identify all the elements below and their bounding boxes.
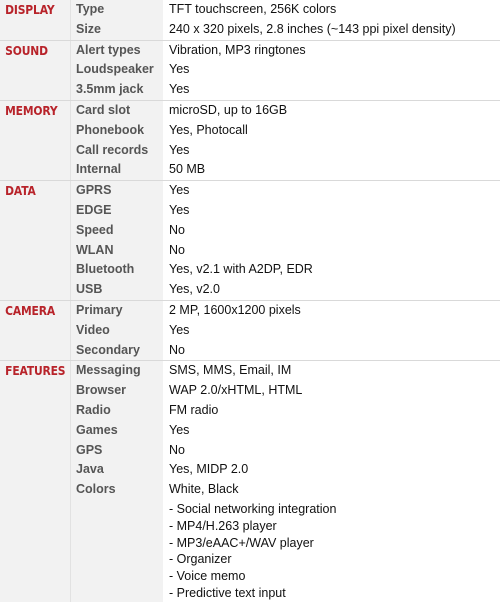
category-cell	[0, 0, 71, 40]
feature-note: - Organizer	[169, 552, 232, 567]
spec-row	[71, 0, 500, 20]
spec-value: FM radio	[169, 402, 219, 417]
spec-label: Games	[71, 421, 163, 441]
spec-label: Messaging	[71, 361, 163, 381]
feature-note: - MP4/H.263 player	[169, 518, 277, 533]
spec-label: Alert types	[71, 41, 163, 61]
category-label: DATA	[5, 183, 36, 199]
spec-label: EDGE	[71, 201, 163, 221]
spec-label: Type	[71, 0, 163, 20]
spec-value: Yes	[169, 82, 190, 97]
feature-note: - Predictive text input	[169, 585, 286, 600]
spec-row	[71, 101, 500, 121]
feature-notes-row	[71, 500, 500, 602]
spec-row	[71, 241, 500, 261]
spec-label: Size	[71, 20, 163, 40]
spec-value: TFT touchscreen, 256K colors	[169, 2, 337, 16]
spec-row	[71, 121, 500, 141]
spec-label: Java	[71, 460, 163, 480]
spec-row	[71, 361, 500, 381]
spec-row	[71, 321, 500, 341]
section-data	[0, 181, 500, 301]
spec-value: No	[169, 442, 185, 457]
category-label: FEATURES	[5, 363, 66, 379]
spec-label: Radio	[71, 401, 163, 421]
section-features	[0, 361, 500, 601]
spec-label: Phonebook	[71, 121, 163, 141]
category-cell	[0, 301, 71, 360]
spec-row	[71, 141, 500, 161]
spec-row	[71, 480, 500, 500]
section-memory	[0, 101, 500, 181]
category-label: SOUND	[5, 42, 48, 58]
spec-row	[71, 341, 500, 361]
spec-value: Yes	[169, 142, 190, 157]
spec-value: SMS, MMS, Email, IM	[169, 363, 292, 378]
spec-label: Internal	[71, 160, 163, 180]
spec-row	[71, 221, 500, 241]
spec-value: No	[169, 242, 185, 257]
spec-row	[71, 421, 500, 441]
section-sound	[0, 41, 500, 101]
spec-label: GPRS	[71, 181, 163, 201]
spec-value: Vibration, MP3 ringtones	[169, 42, 306, 57]
spec-label: Video	[71, 321, 163, 341]
spec-value: Yes	[169, 322, 190, 337]
spec-row	[71, 401, 500, 421]
category-cell	[0, 101, 71, 180]
spec-label: Speed	[71, 221, 163, 241]
spec-row	[71, 160, 500, 180]
spec-value: Yes, v2.1 with A2DP, EDR	[169, 262, 313, 277]
spec-value: No	[169, 342, 185, 357]
spec-row	[71, 301, 500, 321]
spec-row	[71, 60, 500, 80]
spec-value: No	[169, 222, 185, 237]
spec-value: Yes	[169, 62, 190, 77]
spec-label: Browser	[71, 381, 163, 401]
category-cell	[0, 41, 71, 100]
feature-note: - MP3/eAAC+/WAV player	[169, 535, 314, 550]
spec-label: Call records	[71, 141, 163, 161]
feature-note: - Voice memo	[169, 569, 246, 584]
spec-row	[71, 181, 500, 201]
spec-row	[71, 460, 500, 480]
section-camera	[0, 301, 500, 361]
spec-value: White, Black	[169, 482, 239, 497]
spec-label: GPS	[71, 441, 163, 461]
category-label: MEMORY	[5, 102, 58, 118]
category-label: CAMERA	[5, 302, 55, 318]
feature-notes-label-cell	[71, 500, 163, 602]
spec-row	[71, 201, 500, 221]
category-cell	[0, 181, 71, 300]
spec-value: Yes	[169, 183, 190, 198]
spec-value: Yes, Photocall	[169, 122, 248, 137]
spec-label: Bluetooth	[71, 260, 163, 280]
spec-row	[71, 260, 500, 280]
spec-label: Secondary	[71, 341, 163, 361]
spec-value: 50 MB	[169, 162, 206, 177]
spec-label: WLAN	[71, 241, 163, 261]
spec-value: 240 x 320 pixels, 2.8 inches (~143 ppi pixel density)	[169, 21, 456, 36]
spec-row	[71, 20, 500, 40]
spec-label: Card slot	[71, 101, 163, 121]
spec-row	[71, 441, 500, 461]
spec-value: Yes, MIDP 2.0	[169, 462, 249, 477]
spec-row	[71, 41, 500, 61]
spec-label: 3.5mm jack	[71, 80, 163, 100]
feature-notes-list	[163, 500, 336, 602]
spec-value: WAP 2.0/xHTML, HTML	[169, 383, 303, 398]
spec-label: USB	[71, 280, 163, 300]
spec-value: Yes	[169, 422, 190, 437]
spec-row	[71, 280, 500, 300]
spec-label: Loudspeaker	[71, 60, 163, 80]
spec-value: microSD, up to 16GB	[169, 102, 288, 117]
category-label: DISPLAY	[5, 2, 55, 17]
spec-row	[71, 80, 500, 100]
spec-row	[71, 381, 500, 401]
spec-value: Yes, v2.0	[169, 282, 220, 297]
section-display	[0, 0, 500, 41]
spec-label: Colors	[71, 480, 163, 500]
spec-value: 2 MP, 1600x1200 pixels	[169, 302, 301, 317]
spec-label: Primary	[71, 301, 163, 321]
spec-value: Yes	[169, 202, 190, 217]
feature-note: - Social networking integration	[169, 501, 337, 516]
category-cell	[0, 361, 71, 601]
